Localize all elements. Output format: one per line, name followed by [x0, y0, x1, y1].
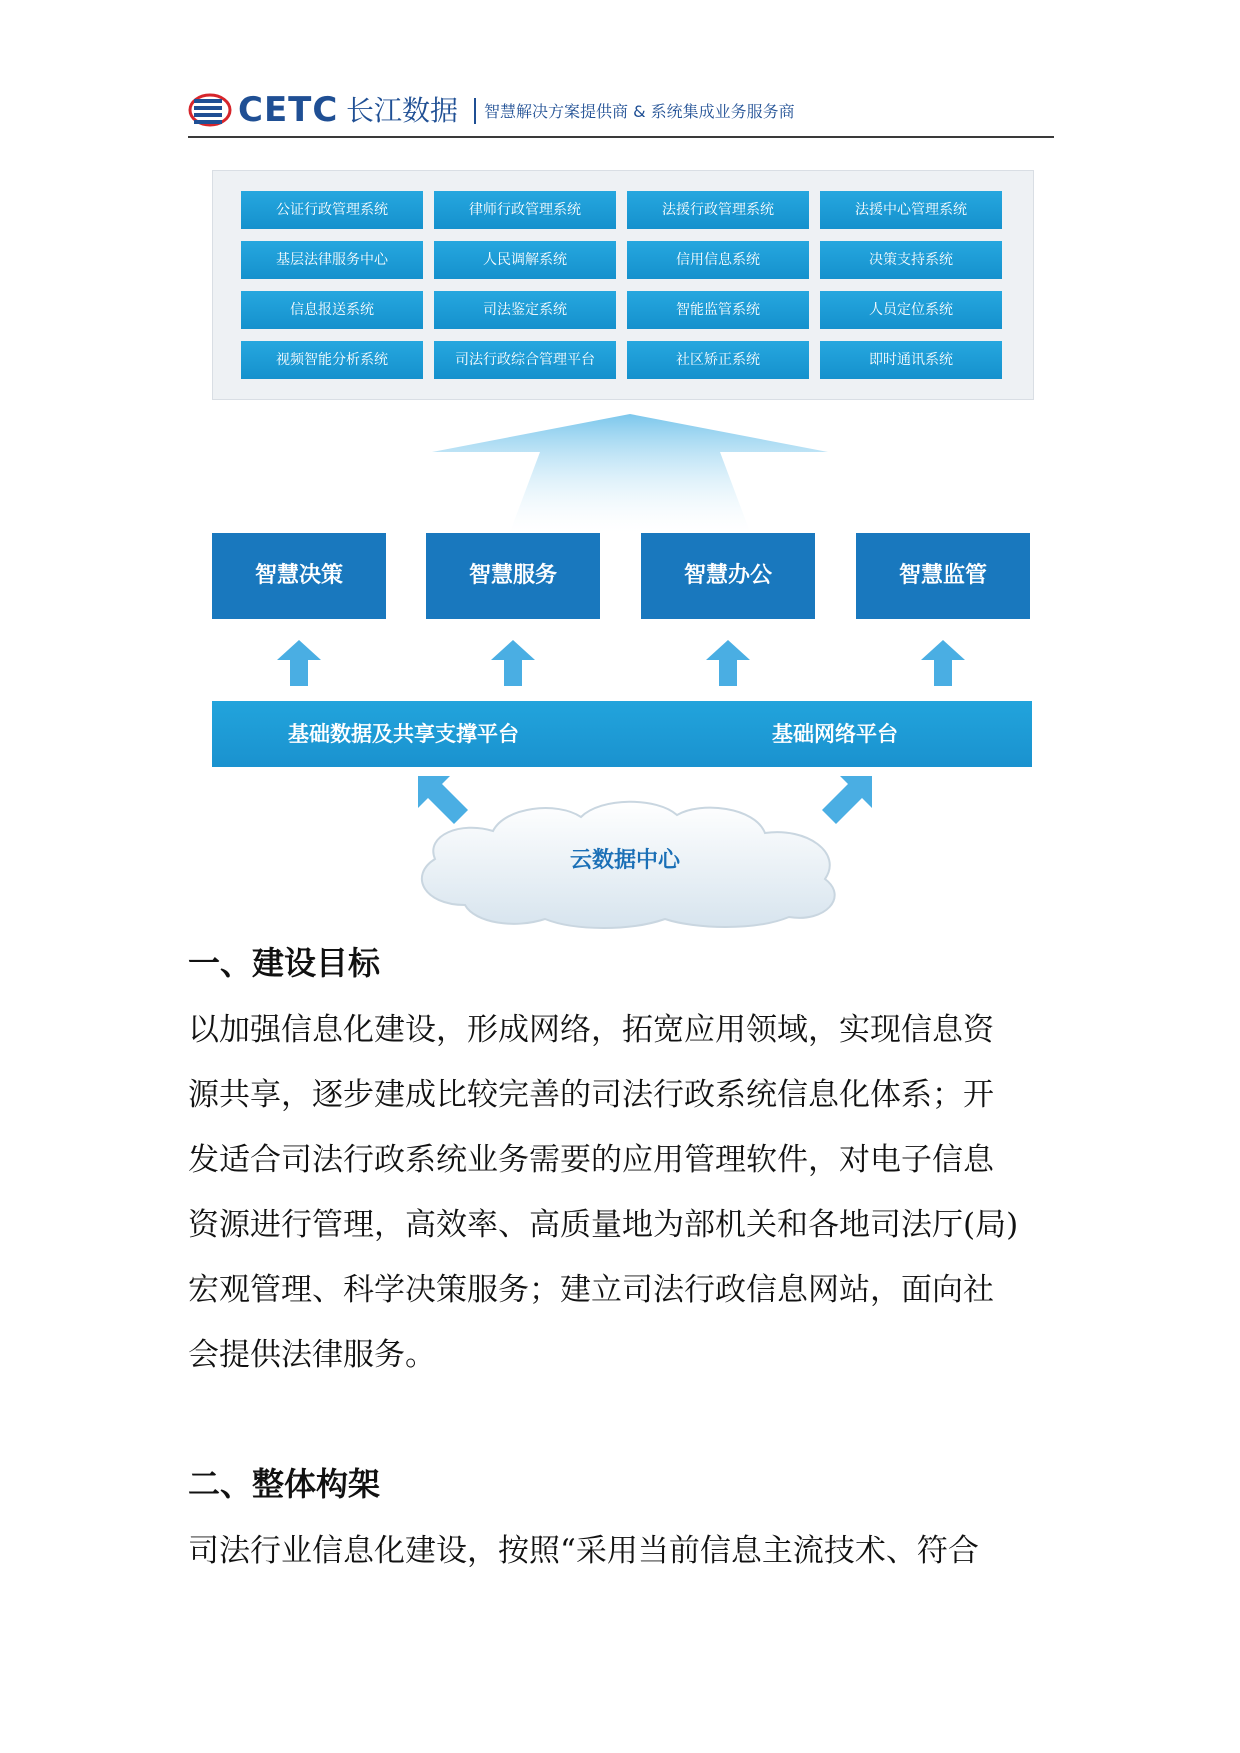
cloud-label: 云数据中心: [569, 848, 680, 873]
up-arrow-icon: [706, 640, 750, 686]
text-line: 发适合司法行政系统业务需要的应用管理软件，对电子信息: [188, 1142, 994, 1178]
system-box: 司法行政综合管理平台: [434, 341, 616, 379]
system-box: 律师行政管理系统: [434, 191, 616, 229]
text-line: 会提供法律服务。: [188, 1337, 436, 1373]
system-box: 社区矫正系统: [627, 341, 809, 379]
section-heading: 二、整体构架: [188, 1465, 381, 1503]
section-paragraph: [188, 1519, 1060, 1584]
page-header: [188, 86, 1054, 138]
cetc-logo-icon: [188, 90, 238, 130]
text-line: 资源进行管理，高效率、高质量地为部机关和各地司法厅(局): [188, 1207, 1019, 1243]
up-arrow-icon: [921, 640, 965, 686]
smart-box-decision: 智慧决策: [212, 533, 386, 619]
platform-label-data: 基础数据及共享支撑平台: [288, 722, 519, 746]
system-box: 视频智能分析系统: [241, 341, 423, 379]
system-box: 人员定位系统: [820, 291, 1002, 329]
system-box: 信息报送系统: [241, 291, 423, 329]
system-box: 公证行政管理系统: [241, 191, 423, 229]
big-up-arrow-icon: [430, 412, 830, 532]
system-box: 基层法律服务中心: [241, 241, 423, 279]
up-arrow-icon: [277, 640, 321, 686]
system-box: 司法鉴定系统: [434, 291, 616, 329]
systems-panel: [212, 170, 1034, 400]
system-box: 即时通讯系统: [820, 341, 1002, 379]
text-line: 以加强信息化建设，形成网络，拓宽应用领域，实现信息资: [188, 1012, 994, 1048]
system-box: 智能监管系统: [627, 291, 809, 329]
system-box: 人民调解系统: [434, 241, 616, 279]
text-line: 源共享，逐步建成比较完善的司法行政系统信息化体系；开: [188, 1077, 994, 1113]
system-box: 决策支持系统: [820, 241, 1002, 279]
section-heading: 一、建设目标: [188, 944, 381, 982]
smart-box-supervision: 智慧监管: [856, 533, 1030, 619]
platform-label-network: 基础网络平台: [772, 722, 898, 746]
system-box: 法援行政管理系统: [627, 191, 809, 229]
header-slogan: 智慧解决方案提供商 & 系统集成业务服务商: [484, 102, 795, 121]
up-arrow-icon: [491, 640, 535, 686]
smart-box-office: 智慧办公: [641, 533, 815, 619]
logo-text: CETC: [238, 90, 339, 130]
system-box: 信用信息系统: [627, 241, 809, 279]
system-box: 法援中心管理系统: [820, 191, 1002, 229]
smart-box-service: 智慧服务: [426, 533, 600, 619]
text-line: 司法行业信息化建设，按照“采用当前信息主流技术、符合: [188, 1533, 979, 1569]
header-divider: [474, 98, 476, 124]
platform-bar: [212, 701, 1032, 767]
logo-company-name: 长江数据: [346, 94, 459, 127]
text-line: 宏观管理、科学决策服务；建立司法行政信息网站，面向社: [188, 1272, 994, 1308]
section-paragraph: [188, 998, 1060, 1388]
